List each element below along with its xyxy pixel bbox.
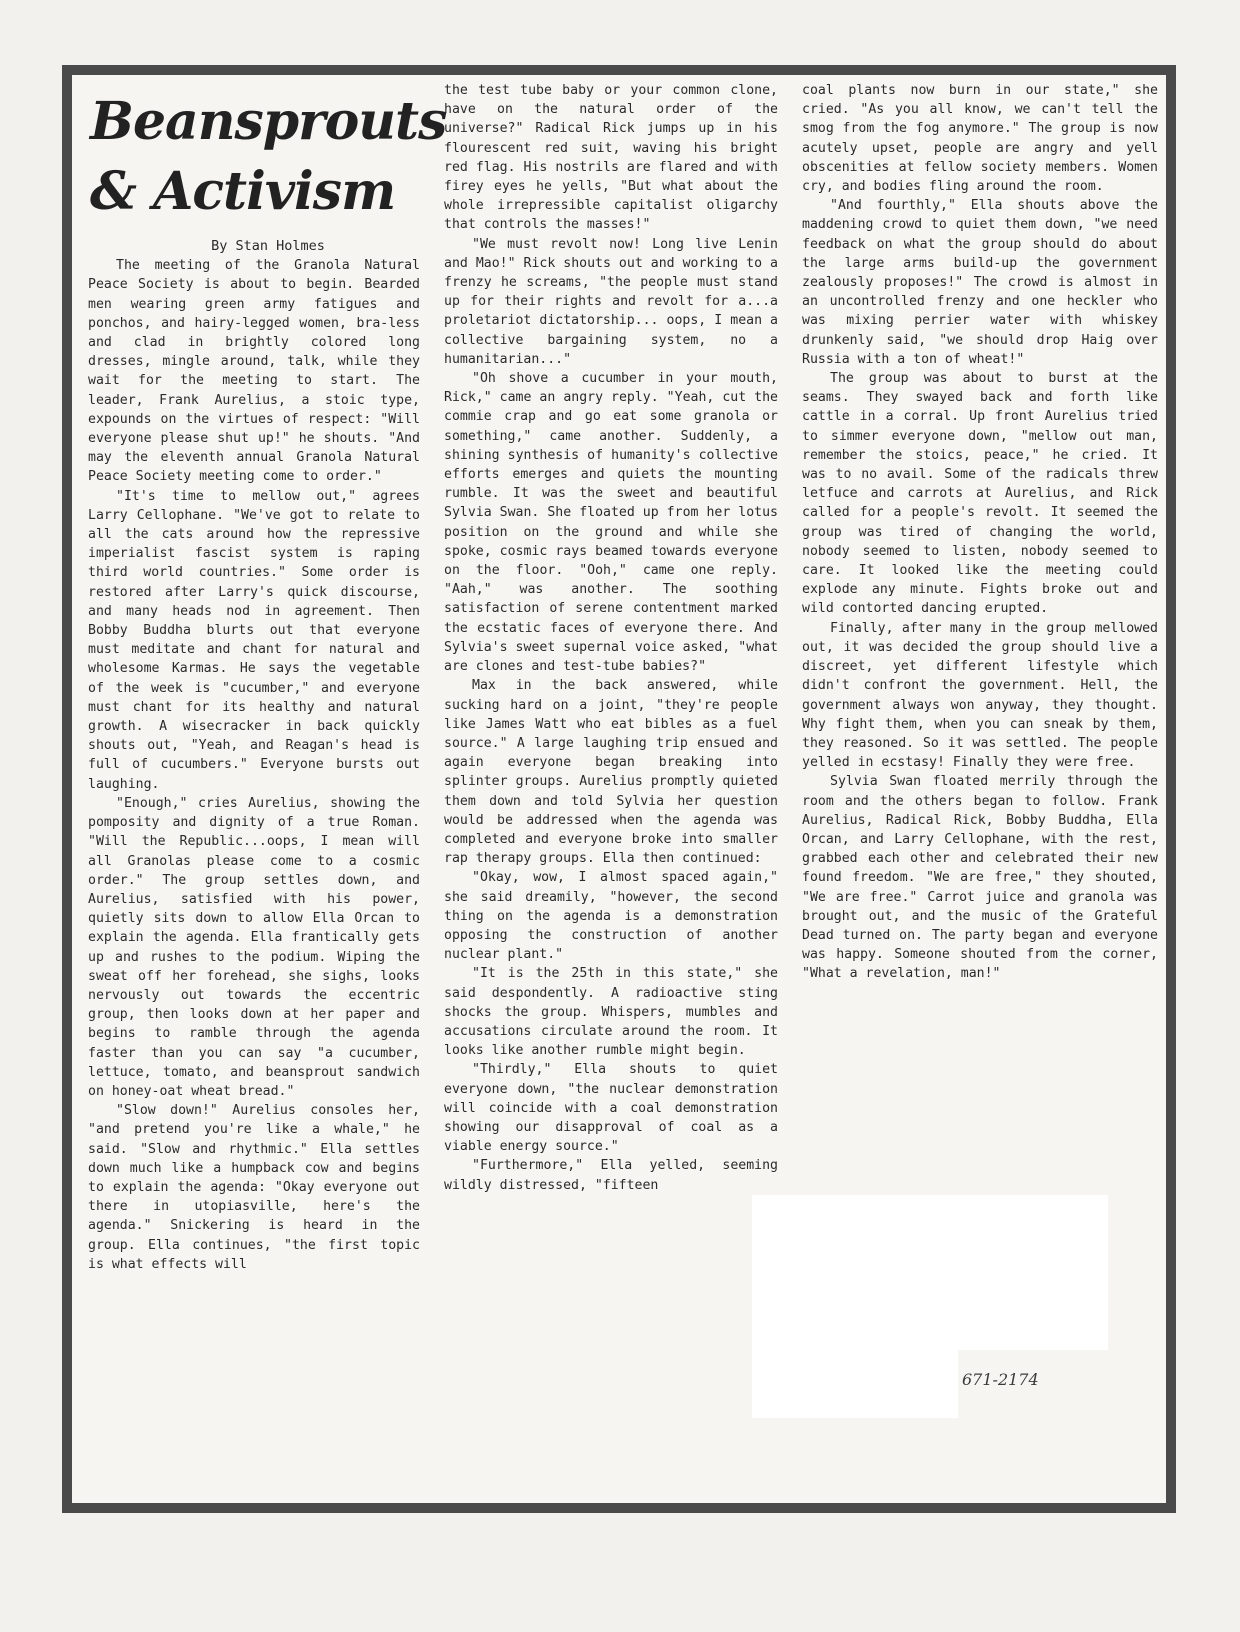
paragraph: "Thirdly," Ella shouts to quiet everyone down, "the nuclear demonstration will coincide with a coal demonstration showing our disapproval of coal as a viable energy source." xyxy=(444,1062,778,1155)
paragraph: "Enough," cries Aurelius, showing the pomposity and dignity of a true Roman. "Will the Republic...oops, I mean will all Granolas please come to a cosmic order." The group settles down, and Aurelius, satisfied with his power, quietly sits down to allow Ella Orcan to explain the agenda. Ella frantically gets up and rushes to the podium. Wiping the sweat off her forehead, she sighs, looks nervously out towards the eccentric group, then looks down at her paper and begins to ramble through the agenda faster than you can say "a cucumber, lettuce, tomato, and beansprout sandwich on honey-oat wheat bread." xyxy=(88,795,420,1099)
column-3 xyxy=(802,81,1158,984)
paragraph: "And fourthly," Ella shouts above the maddening crowd to quiet them down, "we need feedback on what the group should do about the large arms build-up the government zealously proposes!" The crowd is almost in an uncontrolled frenzy and one heckler who was mixing perrier water with whiskey drunkenly said, "we should drop Haig over Russia with a ton of wheat!" xyxy=(802,198,1158,367)
paragraph: "Slow down!" Aurelius consoles her, "and pretend you're like a whale," he said. "Slow and rhythmic." Ella settles down much like a humpback cow and begins to explain the agenda: "Okay everyone out there in utopiasville, here's the agenda." Snickering is heard in the group. Ella continues, "the first topic is what effects will xyxy=(88,1103,420,1272)
paragraph: the test tube baby or your common clone, have on the natural order of the universe?" Radical Rick jumps up in his flourescent red suit, waving his bright red flag. His nostrils are flared and with firey eyes he yells, "But what about the whole irrepressible capitalist oligarchy that controls the masses!" xyxy=(444,83,778,233)
paragraph: "Furthermore," Ella yelled, seeming wildly distressed, "fifteen xyxy=(444,1158,778,1193)
paragraph: Finally, after many in the group mellowed out, it was decided the group should live a discreet, yet different lifestyle which didn't confront the government. Hell, the government always won anyway, they thought. Why fight them, when you can sneak by them, they reasoned. So it was settled. The people yelled in ecstasy! Finally they were free. xyxy=(802,620,1158,771)
column-2 xyxy=(444,81,778,1195)
paragraph: Max in the back answered, while sucking hard on a joint, "they're people like James Watt who eat bibles as a fuel source." A large laughing trip ensued and again everyone began breaking into splinter groups. Aurelius promptly quieted them down and told Sylvia her question would be addressed when the agenda was completed and everyone broke into smaller rap therapy groups. Ella then continued: xyxy=(444,678,778,867)
headline-line-1: Beansprouts xyxy=(90,91,447,152)
paragraph: "It is the 25th in this state," she said despondently. A radioactive sting shocks the group. Whispers, mumbles and accusations circulate around the room. It looks like another rumble might begin. xyxy=(444,966,778,1059)
byline: By Stan Holmes xyxy=(211,238,325,254)
paragraph: The meeting of the Granola Natural Peace Society is about to begin. Bearded men wearing green army fatigues and ponchos, and hairy-legged women, bra-less and clad in brightly colored long dresses, mingle around, talk, while they wait for the meeting to start. The leader, Frank Aurelius, a stoic type, expounds on the virtues of respect: "Will everyone please shut up!" he shouts. "And may the eleventh annual Granola Natural Peace Society meeting come to order." xyxy=(88,258,420,485)
paragraph: "Oh shove a cucumber in your mouth, Rick," came an angry reply. "Yeah, cut the commie crap and go eat some granola or something," came another. Suddenly, a shining synthesis of humanity's collective efforts emerges and quiets the mounting rumble. It was the sweet and beautiful Sylvia Swan. She floated up from her lotus position on the ground and while she spoke, cosmic rays beamed towards everyone on the floor. "Ooh," came one reply. "Aah," was another. The soothing satisfaction of serene contentment marked the ecstatic faces of everyone there. And Sylvia's sweet supernal voice asked, "what are clones and test-tube babies?" xyxy=(444,371,778,675)
blank-box-lower xyxy=(752,1340,958,1418)
headline-line-2: & Activism xyxy=(90,161,396,222)
paragraph: Sylvia Swan floated merrily through the room and the others began to follow. Frank Aurelius, Radical Rick, Bobby Buddha, Ella Orcan, and Larry Cellophane, with the rest, grabbed each other and celebrated their new found freedom. "We are free," they shouted, "We are free." Carrot juice and granola was brought out, and the music of the Grateful Dead turned on. The party began and everyone was happy. Someone shouted from the corner, "What a revelation, man!" xyxy=(802,774,1158,982)
paragraph: "It's time to mellow out," agrees Larry Cellophane. "We've got to relate to all the cats around how the repressive imperialist fascist system is raping third world countries." Some order is restored after Larry's quick discourse, and many heads nod in agreement. Then Bobby Buddha blurts out that everyone must meditate and chant for natural and wholesome Karmas. He says the vegetable of the week is "cucumber," and everyone must chant for its healthy and natural growth. A wisecracker in back quickly shouts out, "Yeah, and Reagan's head is full of cucumbers." Everyone bursts out laughing. xyxy=(88,488,420,792)
paragraph: coal plants now burn in our state," she cried. "As you all know, we can't tell the smog from the fog anymore." The group is now acutely upset, people are angry and yell obscenities at fellow society members. Women cry, and bodies fling around the room. xyxy=(802,83,1158,195)
paragraph: "We must revolt now! Long live Lenin and Mao!" Rick shouts out and working to a frenzy he screams, "the people must stand up for their rights and revolt for a...a proletariot dictatorship... oops, I mean a collective bargaining system, no a humanitarian..." xyxy=(444,236,778,367)
handwritten-phone-number: 671-2174 xyxy=(962,1370,1039,1389)
blank-box xyxy=(752,1195,1108,1350)
headline xyxy=(90,87,447,227)
paragraph: "Okay, wow, I almost spaced again," she said dreamily, "however, the second thing on the agenda is a demonstration opposing the construction of another nuclear plant." xyxy=(444,870,778,963)
column-1 xyxy=(88,81,447,1274)
paragraph: The group was about to burst at the seams. They swayed back and forth like cattle in a corral. Up front Aurelius tried to simmer everyone down, "mellow out man, remember the stoics, peace," he cried. It was to no avail. Some of the radicals threw letfuce and carrots at Aurelius, and Rick called for a people's revolt. It seemed the group was tired of changing the world, nobody seemed to listen, nobody seemed to care. It looked like the meeting could explode any minute. Fights broke out and wild contorted dancing erupted. xyxy=(802,371,1158,617)
